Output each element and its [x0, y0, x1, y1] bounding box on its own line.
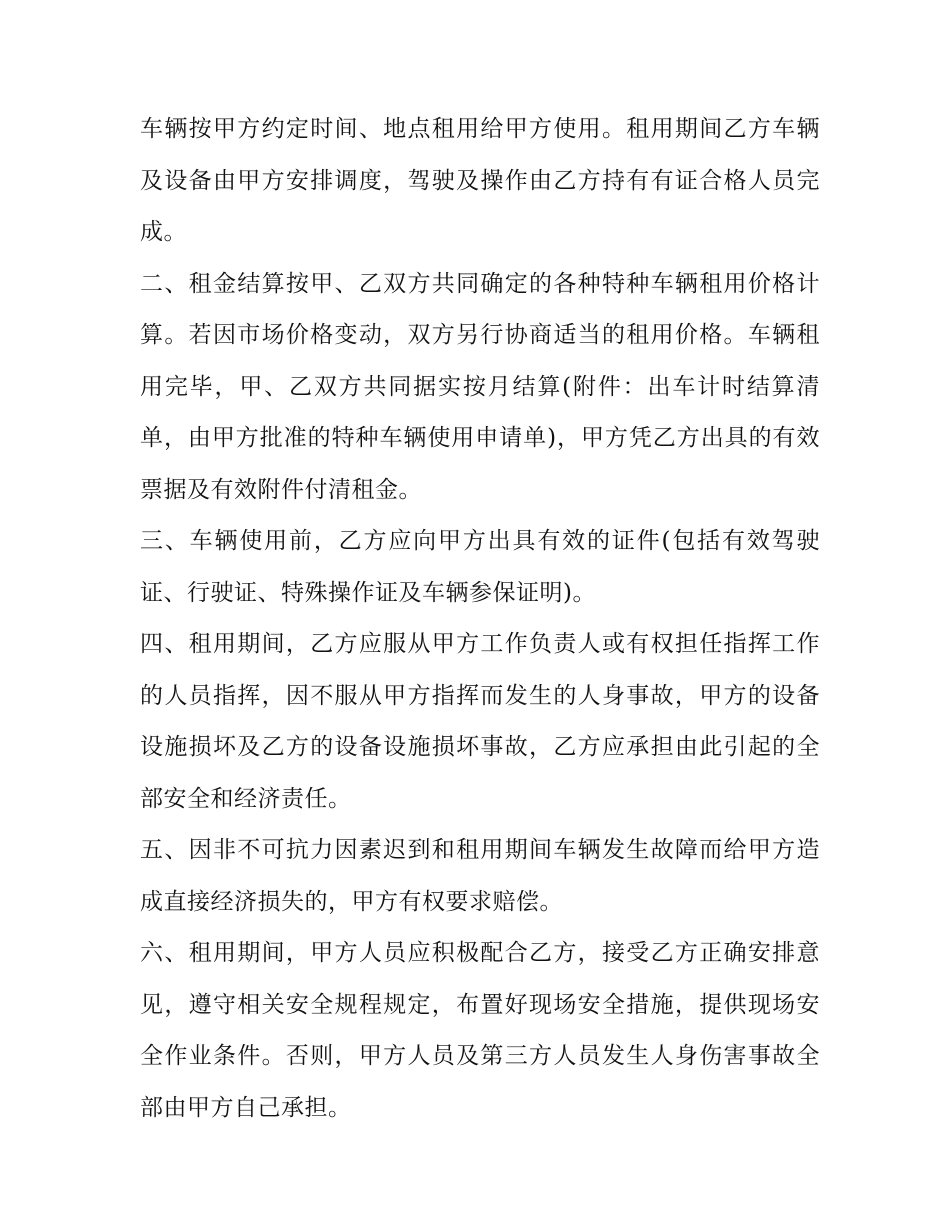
paragraph-safety-cooperation: 六、租用期间，甲方人员应积极配合乙方，接受乙方正确安排意见，遵守相关安全规程规定，布置好现场安全措施，提供现场安全作业条件。否则，甲方人员及第三方人员发生人身伤害事故全部由甲方自己承担。 — [140, 940, 820, 1121]
paragraph-certificates: 三、车辆使用前，乙方应向甲方出具有效的证件(包括有效驾驶证、行驶证、特殊操作证及车辆参保证明)。 — [140, 528, 820, 606]
paragraph-vehicle-use: 车辆按甲方约定时间、地点租用给甲方使用。租用期间乙方车辆及设备由甲方安排调度，驾驶及操作由乙方持有有证合格人员完成。 — [140, 116, 820, 245]
document-body — [140, 104, 820, 1134]
paragraph-compensation: 五、因非不可抗力因素迟到和租用期间车辆发生故障而给甲方造成直接经济损失的，甲方有权要求赔偿。 — [140, 837, 820, 915]
paragraph-command-liability: 四、租用期间，乙方应服从甲方工作负责人或有权担任指挥工作的人员指挥，因不服从甲方指挥而发生的人身事故，甲方的设备设施损坏及乙方的设备设施损坏事故，乙方应承担由此引起的全部安全和经济责任。 — [140, 631, 820, 812]
paragraph-rent-settlement: 二、租金结算按甲、乙双方共同确定的各种特种车辆租用价格计算。若因市场价格变动，双方另行协商适当的租用价格。车辆租用完毕，甲、乙双方共同据实按月结算(附件：出车计时结算清单，由甲方批准的特种车辆使用申请单)，甲方凭乙方出具的有效票据及有效附件付清租金。 — [140, 270, 820, 503]
